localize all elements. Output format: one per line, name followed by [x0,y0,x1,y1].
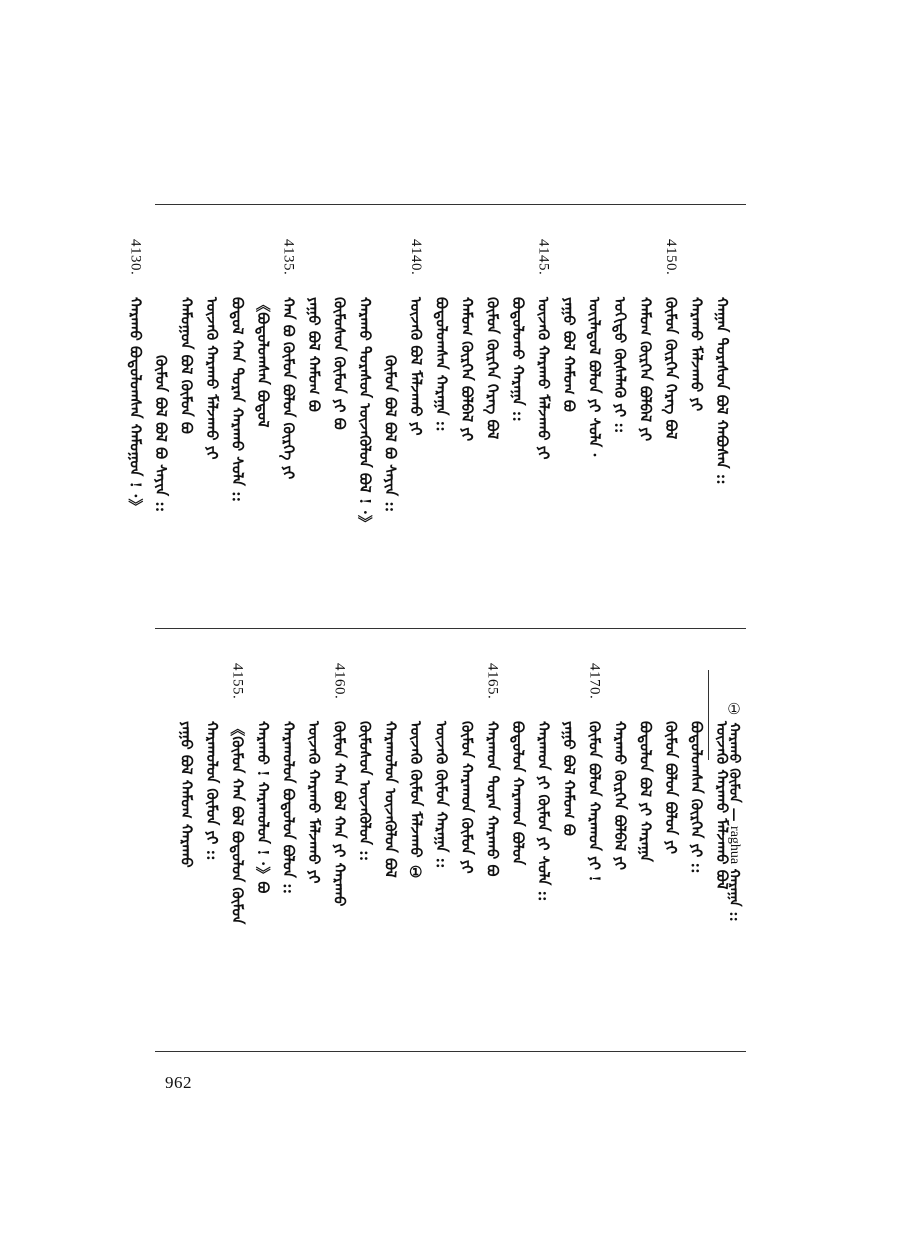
verse-line [122,205,148,627]
line-text: ᠬᠠᠷᠠᠬᠤ ᠮᠠᠯᠵᠠᠬᠤ ᠶᠢ [687,297,706,412]
verse-line [607,205,633,627]
verse-line [301,629,327,1050]
verse-line [250,629,276,1050]
line-text: ᠬᠦᠮᠦᠰᠦᠨ ᠦᠵᠡᠬᠦᠯᠦᠨ :: [355,721,374,862]
verse-line [581,629,607,1050]
line-number: 4155. [229,663,246,700]
verse-line [530,629,556,1050]
verse-line [658,205,684,627]
line-number: 4135. [280,239,297,276]
footnote-marker: ① [725,700,743,718]
line-text: ᠬᠠᠮᠤᠭᠤᠨ ᠪᠣᠯ ᠬᠦᠮᠦᠨ ᠪᠣ [177,297,196,434]
verse-line [479,629,505,1050]
footnote-tail: ᠬᠠᠷᠠᠭᠠ :: [726,868,742,922]
page-number: 962 [165,1073,192,1092]
line-text: ᠬᠠᠨ ᠪᠣ ᠬᠦᠮᠦᠨ ᠪᠣᠯᠤᠨ ᠬᠦᠷᠭᠡ ᠶᠢ [279,297,298,480]
verse-line [454,205,480,627]
line-text: ᠪᠣᠳᠤᠯᠤᠨ ᠬᠠᠷᠠᠬᠤᠨ ᠪᠣᠯᠤᠨ [508,721,527,866]
verse-line [658,629,684,1050]
line-text: ᠪᠣᠳᠤᠯᠤᠭᠰᠠᠨ ᠬᠠᠷᠠᠭᠠ :: [432,297,451,432]
line-text: ᠣᠬᠢᠳᠤ ᠬᠦᠰᠡᠯᠡᠬᠦ ᠶᠢ :: [610,297,629,434]
verse-line [403,205,429,627]
verse-line [173,629,199,1050]
line-text: 《ᠪᠣᠳᠤᠯᠤᠭᠰᠠᠨ ᠪᠣᠳᠤᠯ [253,297,272,428]
line-number: 4145. [535,239,552,276]
verse-line [352,629,378,1050]
line-text: ᠬᠠᠷᠠᠬᠤᠯᠤᠨ ᠪᠣᠳᠤᠯᠤᠨ ᠪᠣᠯᠤᠨ :: [279,721,298,895]
line-text: ᠦᠵᠡᠬᠦ ᠪᠣᠯ ᠮᠠᠯᠵᠠᠬᠤ ᠶᠢ [406,297,425,436]
verse-line [173,205,199,627]
verse-line [556,205,582,627]
line-text: ᠬᠦᠮᠦᠨ ᠪᠣᠯ ᠪᠣᠯ ᠪᠣ ᠰᠠᠶᠢᠨ :: [151,355,170,513]
line-number: 4130. [127,239,144,276]
verse-line [428,629,454,1050]
line-text: ᠶᠠᠭᠤ ᠪᠣᠯ ᠬᠠᠮᠤᠭ ᠪᠣ [304,297,323,412]
line-text: ᠬᠠᠮᠤᠭ ᠬᠦᠷᠭᠡᠨ ᠪᠣᠯᠪᠠᠯ ᠶᠢ [636,297,655,442]
verse-line [224,205,250,627]
line-number: 4160. [331,663,348,700]
verse-line [148,205,174,627]
footnote [722,700,746,922]
line-text: ᠬᠠᠷᠠᠬᠤ ᠪᠣᠳᠤᠯᠤᠭᠰᠠᠨ ᠬᠠᠮᠤᠭᠤᠨ ! ·》 [126,297,145,514]
bottom-verse-lines [173,629,734,1050]
bottom-text-panel [155,629,746,1050]
verse-line [683,205,709,627]
footnote-latin: raghua [727,826,742,865]
line-text: ᠬᠦᠮᠦᠨ ᠬᠠᠨ ᠪᠣᠯ ᠬᠠᠨ ᠶᠢ ᠬᠠᠷᠠᠬᠤ [330,721,349,907]
line-text: ᠦᠵᠡᠬᠦ ᠬᠦᠮᠦᠨ ᠮᠠᠯᠵᠠᠬᠤ ① [406,721,425,881]
line-text: ᠪᠣᠳᠤᠯᠤᠨ ᠪᠣᠯ ᠶᠢ ᠬᠠᠷᠠᠭᠠ [636,721,655,862]
line-text: ᠦᠵᠡᠬᠦ ᠬᠠᠷᠠᠬᠤ ᠮᠠᠯᠵᠠᠬᠤ ᠪᠣᠯ [712,721,731,890]
line-text: ᠪᠣᠳᠤᠯᠤᠬᠤ ᠬᠠᠷᠠᠭᠠ :: [508,297,527,422]
verse-line [607,629,633,1050]
verse-line [581,205,607,627]
line-text: ᠦᠵᠡᠬᠦ ᠬᠠᠷᠠᠬᠤ ᠮᠠᠯᠵᠠᠬᠤ ᠶᠢ [534,297,553,460]
verse-line [403,629,429,1050]
line-text: ᠬᠠᠮᠤᠭ ᠬᠦᠷᠭᠡᠨ ᠪᠣᠯᠪᠠᠯ ᠶᠢ [457,297,476,442]
verse-line [199,629,225,1050]
line-text: 《ᠬᠦᠮᠦᠨ ᠬᠠᠨ ᠪᠣᠯ ᠪᠣᠳᠤᠯᠤᠨ ᠬᠦᠮᠦᠨ [228,721,247,925]
top-text-panel [126,205,746,627]
verse-line [505,629,531,1050]
line-number: 4170. [586,663,603,700]
line-text: ᠦᠵᠡᠬᠦ ᠬᠦᠮᠦᠨ ᠬᠠᠷᠠᠭᠠ :: [432,721,451,869]
line-text: ᠬᠦᠮᠦᠨ ᠪᠣᠯᠤᠨ ᠪᠣᠯᠤᠨ ᠶᠢ [661,721,680,854]
line-text: ᠬᠠᠭᠠᠨ ᠳᠤᠷᠠᠰᠤᠨ ᠪᠣᠯ ᠬᠠᠪᠤᠰᠠᠨ :: [712,297,731,485]
line-text: ᠦᠢᠯᠡᠳᠦᠯ ᠪᠣᠯᠤᠨ ᠶᠢ ᠰᠤᠯᠠ · [585,297,604,458]
verse-line [632,205,658,627]
line-text: ᠬᠦᠮᠦᠨ ᠬᠦᠷᠭᠡᠨ ᠬᠡᠷᠡᠭ ᠪᠣᠯ [483,297,502,440]
line-text: ᠬᠠᠷᠠᠬᠤᠨ ᠳᠤᠷᠠᠨ ᠬᠠᠷᠠᠬᠤ ᠪᠣ [483,721,502,877]
line-text: ᠬᠦᠮᠦᠨ ᠬᠠᠷᠠᠬᠤᠨ ᠬᠦᠮᠦᠨ ᠶᠢ [457,721,476,874]
line-text: ᠬᠠᠷᠠᠬᠤᠨ ᠶᠢ ᠬᠦᠮᠦᠨ ᠶᠢ ᠰᠤᠯᠠ :: [534,721,553,902]
line-text: ᠬᠦᠮᠦᠨ ᠪᠣᠯ ᠪᠣᠯ ᠪᠣ ᠰᠠᠶᠢᠨ :: [381,355,400,513]
footnote-term: ᠬᠠᠷᠠᠬᠤ ᠬᠦᠮᠦᠨ — [726,722,742,822]
line-text: ᠬᠦᠮᠦᠰᠦᠨ ᠬᠦᠮᠦᠨ ᠶᠢ ᠪᠣ [330,297,349,430]
footnote-divider [708,670,709,760]
verse-line [377,205,403,627]
line-text: ᠪᠣᠳᠤᠯ ᠬᠠᠨ ᠳᠤᠷᠠᠨ ᠬᠠᠷᠠᠬᠤ ᠰᠤᠯᠠ :: [228,297,247,503]
verse-line [275,205,301,627]
line-text: ᠶᠠᠭᠤ ᠪᠣᠯ ᠬᠠᠮᠤᠭ ᠪᠣ [559,297,578,412]
verse-line [326,629,352,1050]
verse-line [428,205,454,627]
verse-line [709,205,735,627]
verse-line [479,205,505,627]
line-text: ᠬᠠᠷᠠᠬᠤ ᠬᠦᠷᠭᠡᠨ ᠪᠣᠯᠪᠠᠯ ᠶᠢ [610,721,629,871]
line-text: ᠦᠵᠡᠬᠦ ᠬᠠᠷᠠᠬᠤ ᠮᠠᠯᠵᠠᠬᠤ ᠶᠢ [202,297,221,460]
line-number: 4150. [662,239,679,276]
line-number: 4140. [407,239,424,276]
verse-line [556,629,582,1050]
line-text: ᠶᠠᠭᠤ ᠪᠣᠯ ᠬᠠᠮᠤᠭ ᠪᠣ [559,721,578,836]
line-text: ᠬᠠᠷᠠᠬᠤᠯᠤᠨ ᠦᠵᠡᠬᠦᠯᠦᠨ ᠪᠣᠯ [381,721,400,878]
verse-line [352,205,378,627]
verse-line [505,205,531,627]
line-text: ᠬᠠᠷᠠᠬᠤ ! ᠬᠠᠷᠠᠬᠤᠯᠤᠨ ! ·》ᠪᠣ [253,721,272,894]
verse-line [224,629,250,1050]
verse-line [683,629,709,1050]
line-text: ᠬᠠᠷᠠᠬᠤ ᠳᠤᠷᠠᠰᠤᠨ ᠦᠵᠡᠬᠦᠯᠦᠨ ᠪᠣᠯ ! ·》 [355,297,374,531]
line-text: ᠪᠣᠳᠤᠯᠤᠭᠰᠠᠨ ᠬᠦᠷᠭᠡᠨ ᠶᠢ :: [687,721,706,874]
line-number: 4165. [484,663,501,700]
verse-line [275,629,301,1050]
verse-line [530,205,556,627]
line-text: ᠶᠠᠭᠤ ᠪᠣᠯ ᠬᠠᠮᠤᠭ ᠬᠠᠷᠠᠬᠤ [177,721,196,868]
verse-line [377,629,403,1050]
verse-line [326,205,352,627]
line-text: ᠬᠦᠮᠦᠨ ᠪᠣᠯᠤᠨ ᠬᠠᠷᠠᠬᠤᠨ ᠶᠢ ! [585,721,604,882]
verse-line [301,205,327,627]
line-text: ᠦᠵᠡᠬᠦ ᠬᠠᠷᠠᠬᠤ ᠮᠠᠯᠵᠠᠬᠤ ᠶᠢ [304,721,323,884]
verse-line [250,205,276,627]
top-verse-lines [122,205,734,627]
line-text: ᠬᠦᠮᠦᠨ ᠬᠦᠷᠭᠡᠨ ᠬᠡᠷᠡᠭ ᠪᠣᠯ [661,297,680,440]
line-text: ᠬᠠᠷᠠᠬᠤᠯᠤᠨ ᠬᠦᠮᠦᠨ ᠶᠢ :: [202,721,221,861]
verse-line [632,629,658,1050]
verse-line [199,205,225,627]
bottom-rule [155,1051,746,1052]
verse-line [454,629,480,1050]
